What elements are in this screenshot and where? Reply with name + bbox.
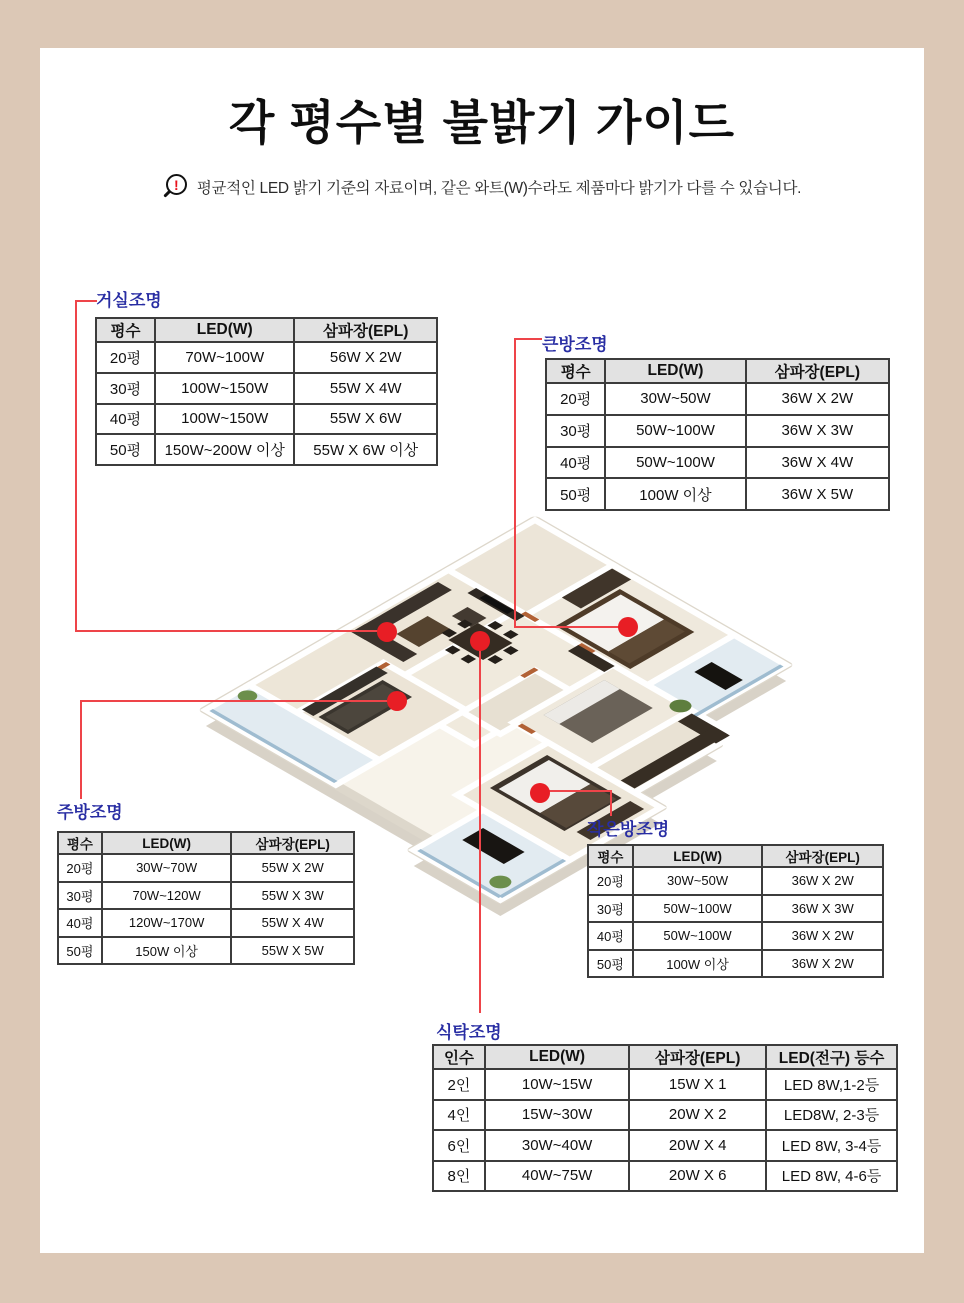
- column-header: 삼파장(EPL): [746, 359, 889, 383]
- table-row: [588, 895, 883, 923]
- table-row: [588, 867, 883, 895]
- table-cell: 36W X 2W: [762, 922, 883, 950]
- table-cell: 55W X 6W 이상: [294, 434, 437, 465]
- table-cell: 70W~100W: [155, 342, 294, 373]
- table-cell: LED 8W, 3-4등: [766, 1130, 897, 1161]
- table-row: [58, 909, 354, 937]
- dining-table-guide-table: [432, 1044, 898, 1192]
- kitchen-table: [57, 831, 355, 965]
- table-cell: 50평: [546, 478, 605, 510]
- table-cell: 6인: [433, 1130, 485, 1161]
- table-row: [58, 882, 354, 910]
- table-row: [588, 950, 883, 978]
- table-cell: 50W~100W: [605, 447, 745, 479]
- table-cell: 55W X 6W: [294, 404, 437, 435]
- table-cell: 40평: [96, 404, 155, 435]
- table-cell: 20평: [58, 854, 102, 882]
- table-cell: 40평: [58, 909, 102, 937]
- column-header: 삼파장(EPL): [762, 845, 883, 867]
- table-cell: 50평: [588, 950, 633, 978]
- column-header: 삼파장(EPL): [231, 832, 354, 854]
- column-header: LED(W): [485, 1045, 629, 1069]
- table-cell: 20평: [546, 383, 605, 415]
- section-label-kitchen: 주방조명: [57, 803, 123, 822]
- living-room-connector-tick: [75, 300, 97, 302]
- table-cell: 36W X 3W: [746, 415, 889, 447]
- kitchen-connector-horiz: [80, 700, 397, 702]
- table-cell: 55W X 3W: [231, 882, 354, 910]
- warning-magnifier-icon: [163, 174, 187, 200]
- living-room-guide-table: [95, 317, 438, 466]
- table-cell: 20W X 4: [629, 1130, 766, 1161]
- table-cell: 55W X 2W: [231, 854, 354, 882]
- table-cell: 40W~75W: [485, 1161, 629, 1192]
- table-cell: 70W~120W: [102, 882, 232, 910]
- living-room-marker-dot: [377, 622, 397, 642]
- column-header: 평수: [546, 359, 605, 383]
- table-row: [433, 1130, 897, 1161]
- table-row: [546, 478, 889, 510]
- table-cell: 15W~30W: [485, 1100, 629, 1131]
- table-row: [58, 937, 354, 965]
- big-room-table: [545, 358, 890, 511]
- table-cell: LED8W, 2-3등: [766, 1100, 897, 1131]
- living-room-table: [95, 317, 438, 466]
- table-cell: 150W 이상: [102, 937, 232, 965]
- column-header: 삼파장(EPL): [294, 318, 437, 342]
- table-cell: 55W X 4W: [294, 373, 437, 404]
- table-cell: 100W 이상: [605, 478, 745, 510]
- table-cell: 20W X 2: [629, 1100, 766, 1131]
- table-cell: 36W X 3W: [762, 895, 883, 923]
- table-cell: LED 8W,1-2등: [766, 1069, 897, 1100]
- table-cell: 2인: [433, 1069, 485, 1100]
- table-row: [546, 383, 889, 415]
- table-cell: 30평: [96, 373, 155, 404]
- small-room-connector-horiz: [540, 790, 612, 792]
- table-cell: 30W~50W: [633, 867, 763, 895]
- table-cell: 50평: [58, 937, 102, 965]
- table-row: [96, 404, 437, 435]
- table-cell: 20W X 6: [629, 1161, 766, 1192]
- table-cell: 150W~200W 이상: [155, 434, 294, 465]
- table-cell: 36W X 2W: [762, 950, 883, 978]
- table-row: [96, 373, 437, 404]
- table-cell: 55W X 5W: [231, 937, 354, 965]
- column-header: LED(W): [155, 318, 294, 342]
- column-header: 인수: [433, 1045, 485, 1069]
- small-room-guide-table: [587, 844, 884, 978]
- table-cell: 36W X 4W: [746, 447, 889, 479]
- column-header: LED(W): [605, 359, 745, 383]
- table-cell: 50W~100W: [633, 895, 763, 923]
- column-header: LED(W): [633, 845, 763, 867]
- section-label-dining: 식탁조명: [436, 1023, 502, 1042]
- table-cell: LED 8W, 4-6등: [766, 1161, 897, 1192]
- small-room-table: [587, 844, 884, 978]
- notice-row: [40, 174, 924, 200]
- table-cell: 20평: [588, 867, 633, 895]
- table-row: [96, 434, 437, 465]
- dining-table: [432, 1044, 898, 1192]
- small-room-connector-vert: [610, 790, 612, 816]
- big-room-connector-vert: [514, 338, 516, 628]
- big-room-connector-tick: [514, 338, 542, 340]
- table-cell: 10W~15W: [485, 1069, 629, 1100]
- table-cell: 30W~50W: [605, 383, 745, 415]
- kitchen-connector-vert: [80, 700, 82, 799]
- table-cell: 30W~40W: [485, 1130, 629, 1161]
- table-cell: 30평: [546, 415, 605, 447]
- column-header: 평수: [96, 318, 155, 342]
- table-row: [546, 447, 889, 479]
- table-cell: 50W~100W: [633, 922, 763, 950]
- big-room-marker-dot: [618, 617, 638, 637]
- table-cell: 40평: [546, 447, 605, 479]
- table-cell: 30평: [588, 895, 633, 923]
- section-label-small-room: 작은방조명: [587, 820, 670, 839]
- table-cell: 100W 이상: [633, 950, 763, 978]
- page-title: 각 평수별 불밝기 가이드: [228, 96, 736, 149]
- table-cell: 30W~70W: [102, 854, 232, 882]
- column-header: 평수: [58, 832, 102, 854]
- table-cell: 56W X 2W: [294, 342, 437, 373]
- living-room-connector-vert: [75, 300, 77, 632]
- table-row: [96, 342, 437, 373]
- table-row: [588, 922, 883, 950]
- table-cell: 30평: [58, 882, 102, 910]
- column-header: LED(전구) 등수: [766, 1045, 897, 1069]
- big-room-guide-table: [545, 358, 890, 511]
- exclamation-glyph: !: [174, 176, 179, 193]
- kitchen-guide-table: [57, 831, 355, 965]
- table-cell: 120W~170W: [102, 909, 232, 937]
- table-cell: 100W~150W: [155, 373, 294, 404]
- section-label-big-room: 큰방조명: [542, 335, 608, 354]
- living-room-connector-horiz: [75, 630, 387, 632]
- dining-table-marker-dot: [470, 631, 490, 651]
- table-cell: 8인: [433, 1161, 485, 1192]
- table-row: [433, 1069, 897, 1100]
- table-row: [433, 1161, 897, 1192]
- table-cell: 40평: [588, 922, 633, 950]
- column-header: LED(W): [102, 832, 232, 854]
- table-cell: 20평: [96, 342, 155, 373]
- notice-text: 평균적인 LED 밝기 기준의 자료이며, 같은 와트(W)수라도 제품마다 밝기가 다를 수 있습니다.: [196, 180, 802, 197]
- table-cell: 50W~100W: [605, 415, 745, 447]
- table-cell: 36W X 2W: [762, 867, 883, 895]
- big-room-connector-horiz: [514, 626, 630, 628]
- table-cell: 36W X 5W: [746, 478, 889, 510]
- column-header: 삼파장(EPL): [629, 1045, 766, 1069]
- dining-connector-vert: [479, 641, 481, 1013]
- table-cell: 50평: [96, 434, 155, 465]
- table-cell: 4인: [433, 1100, 485, 1131]
- table-cell: 15W X 1: [629, 1069, 766, 1100]
- column-header: 평수: [588, 845, 633, 867]
- small-room-marker-dot: [530, 783, 550, 803]
- kitchen-marker-dot: [387, 691, 407, 711]
- section-label-living-room: 거실조명: [96, 291, 162, 310]
- table-row: [433, 1100, 897, 1131]
- table-row: [58, 854, 354, 882]
- table-row: [546, 415, 889, 447]
- table-cell: 55W X 4W: [231, 909, 354, 937]
- table-cell: 100W~150W: [155, 404, 294, 435]
- table-cell: 36W X 2W: [746, 383, 889, 415]
